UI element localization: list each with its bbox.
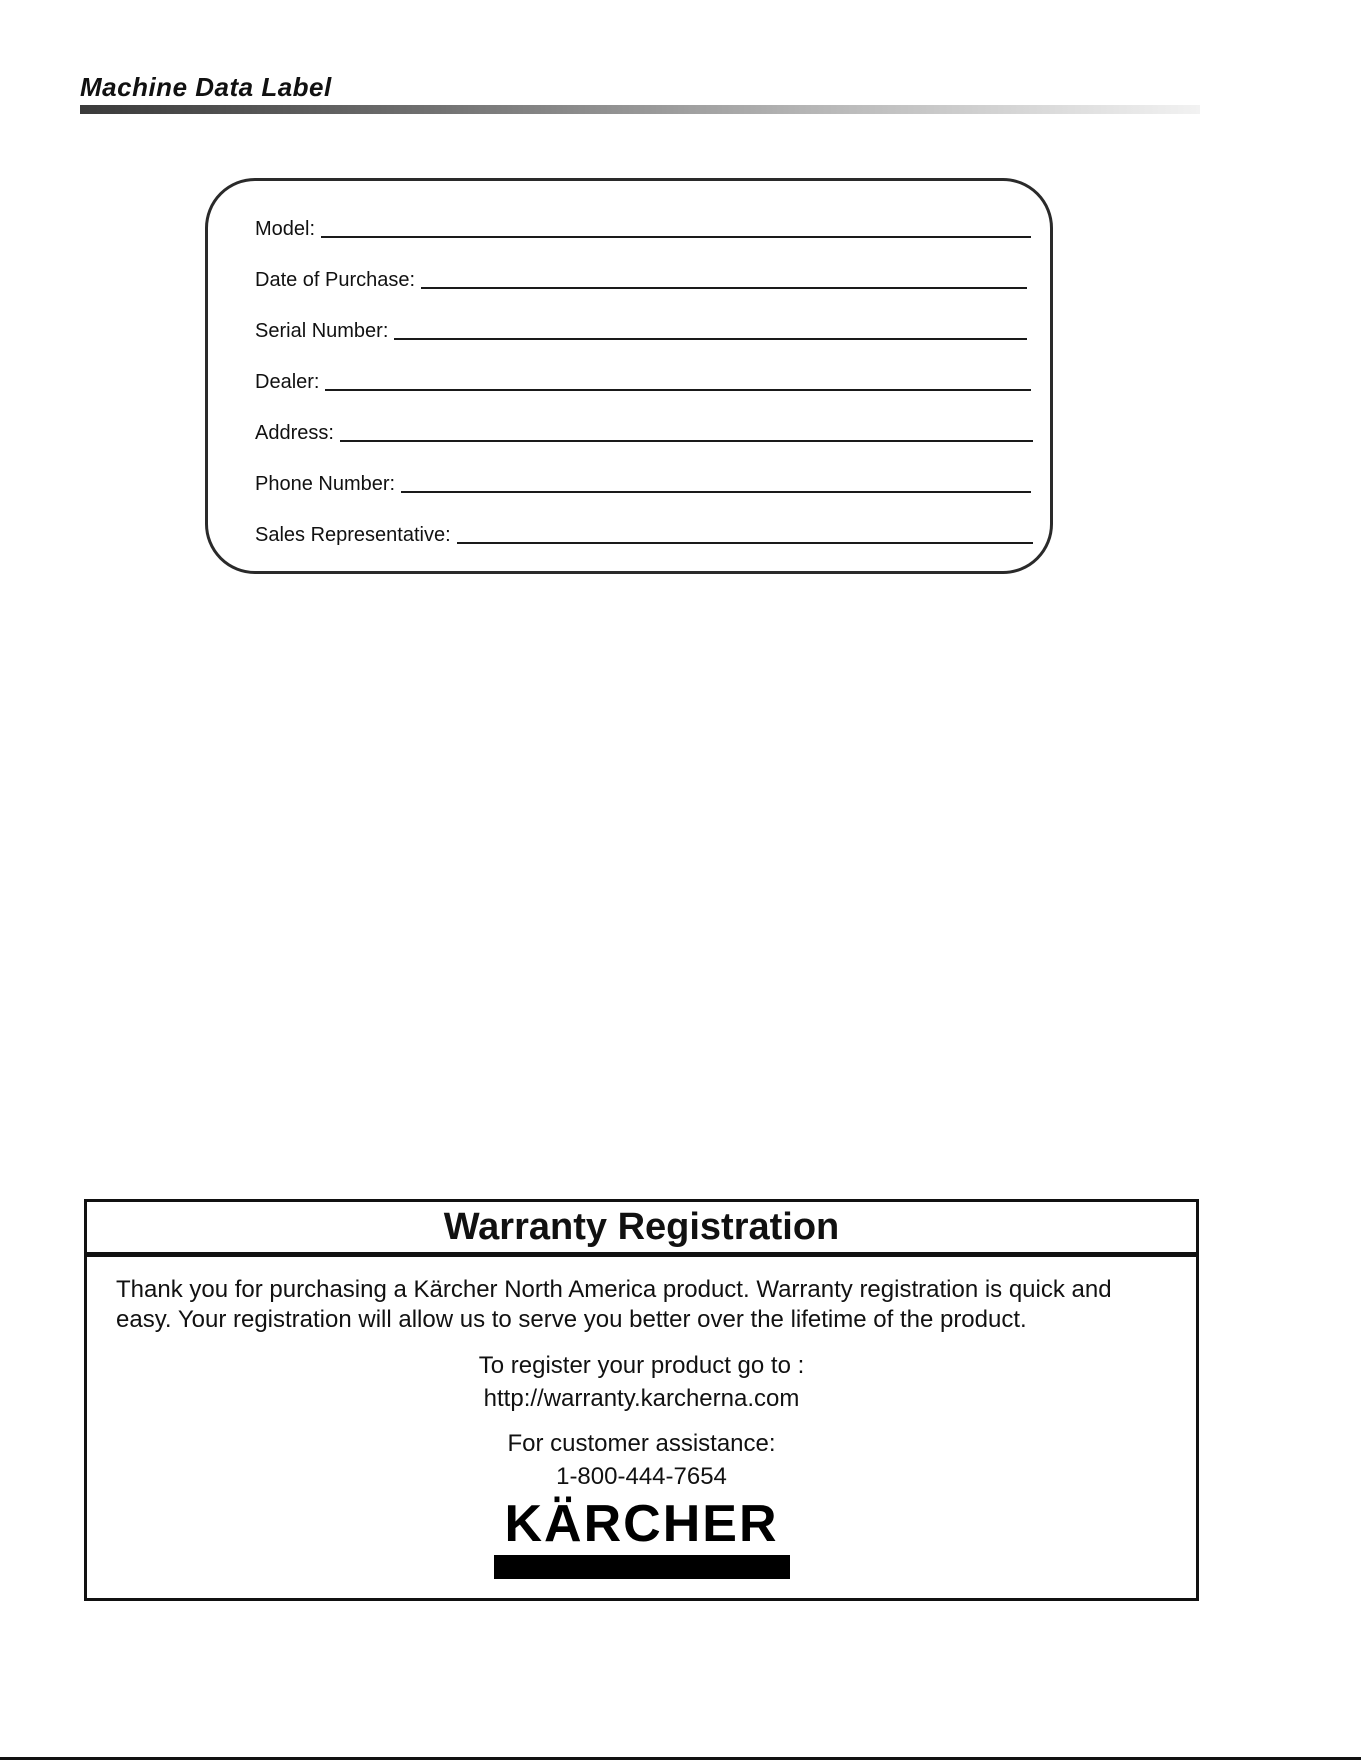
field-address — [255, 414, 1033, 444]
fill-in-line[interactable] — [394, 338, 1027, 340]
field-label: Model: — [255, 218, 316, 240]
field-phone-number — [255, 465, 1031, 495]
assistance-block — [87, 1427, 1196, 1493]
fill-in-line[interactable] — [401, 491, 1031, 493]
field-label: Dealer: — [255, 371, 320, 393]
fill-in-line[interactable] — [421, 287, 1027, 289]
field-label: Date of Purchase: — [255, 269, 416, 291]
fill-in-line[interactable] — [325, 389, 1031, 391]
machine-data-label-card — [205, 178, 1053, 574]
field-serial-number — [255, 312, 1027, 342]
warranty-registration-box — [84, 1199, 1199, 1601]
field-label: Serial Number: — [255, 320, 389, 342]
karcher-logo-wordmark: KÄRCHER — [504, 1495, 779, 1553]
assistance-phone: 1-800-444-7654 — [556, 1463, 727, 1490]
title-gradient-rule — [80, 105, 1200, 114]
fill-in-line[interactable] — [321, 236, 1031, 238]
register-prompt: To register your product go to : — [478, 1352, 805, 1379]
page-bottom-rule — [0, 1757, 1361, 1760]
karcher-logo — [494, 1495, 790, 1579]
section-title: Machine Data Label — [80, 72, 332, 102]
field-date-of-purchase — [255, 261, 1027, 291]
field-model — [255, 210, 1031, 240]
warranty-intro-text: Thank you for purchasing a Kärcher North America product. Warranty registration is quick and easy. Your registration will allow us to serve you better over the lifetime of the product. — [116, 1276, 1112, 1333]
karcher-logo-bar — [494, 1555, 790, 1579]
assistance-prompt: For customer assistance: — [507, 1430, 776, 1457]
warranty-title: Warranty Registration — [87, 1202, 1196, 1257]
field-label: Phone Number: — [255, 473, 396, 495]
field-sales-representative — [255, 516, 1033, 546]
field-label: Address: — [255, 422, 334, 444]
register-url-link[interactable]: http://warranty.karcherna.com — [483, 1385, 800, 1412]
fill-in-line[interactable] — [340, 440, 1033, 442]
register-block — [87, 1349, 1196, 1415]
fill-in-line[interactable] — [457, 542, 1033, 544]
field-label: Sales Representative: — [255, 524, 451, 546]
field-dealer — [255, 363, 1031, 393]
